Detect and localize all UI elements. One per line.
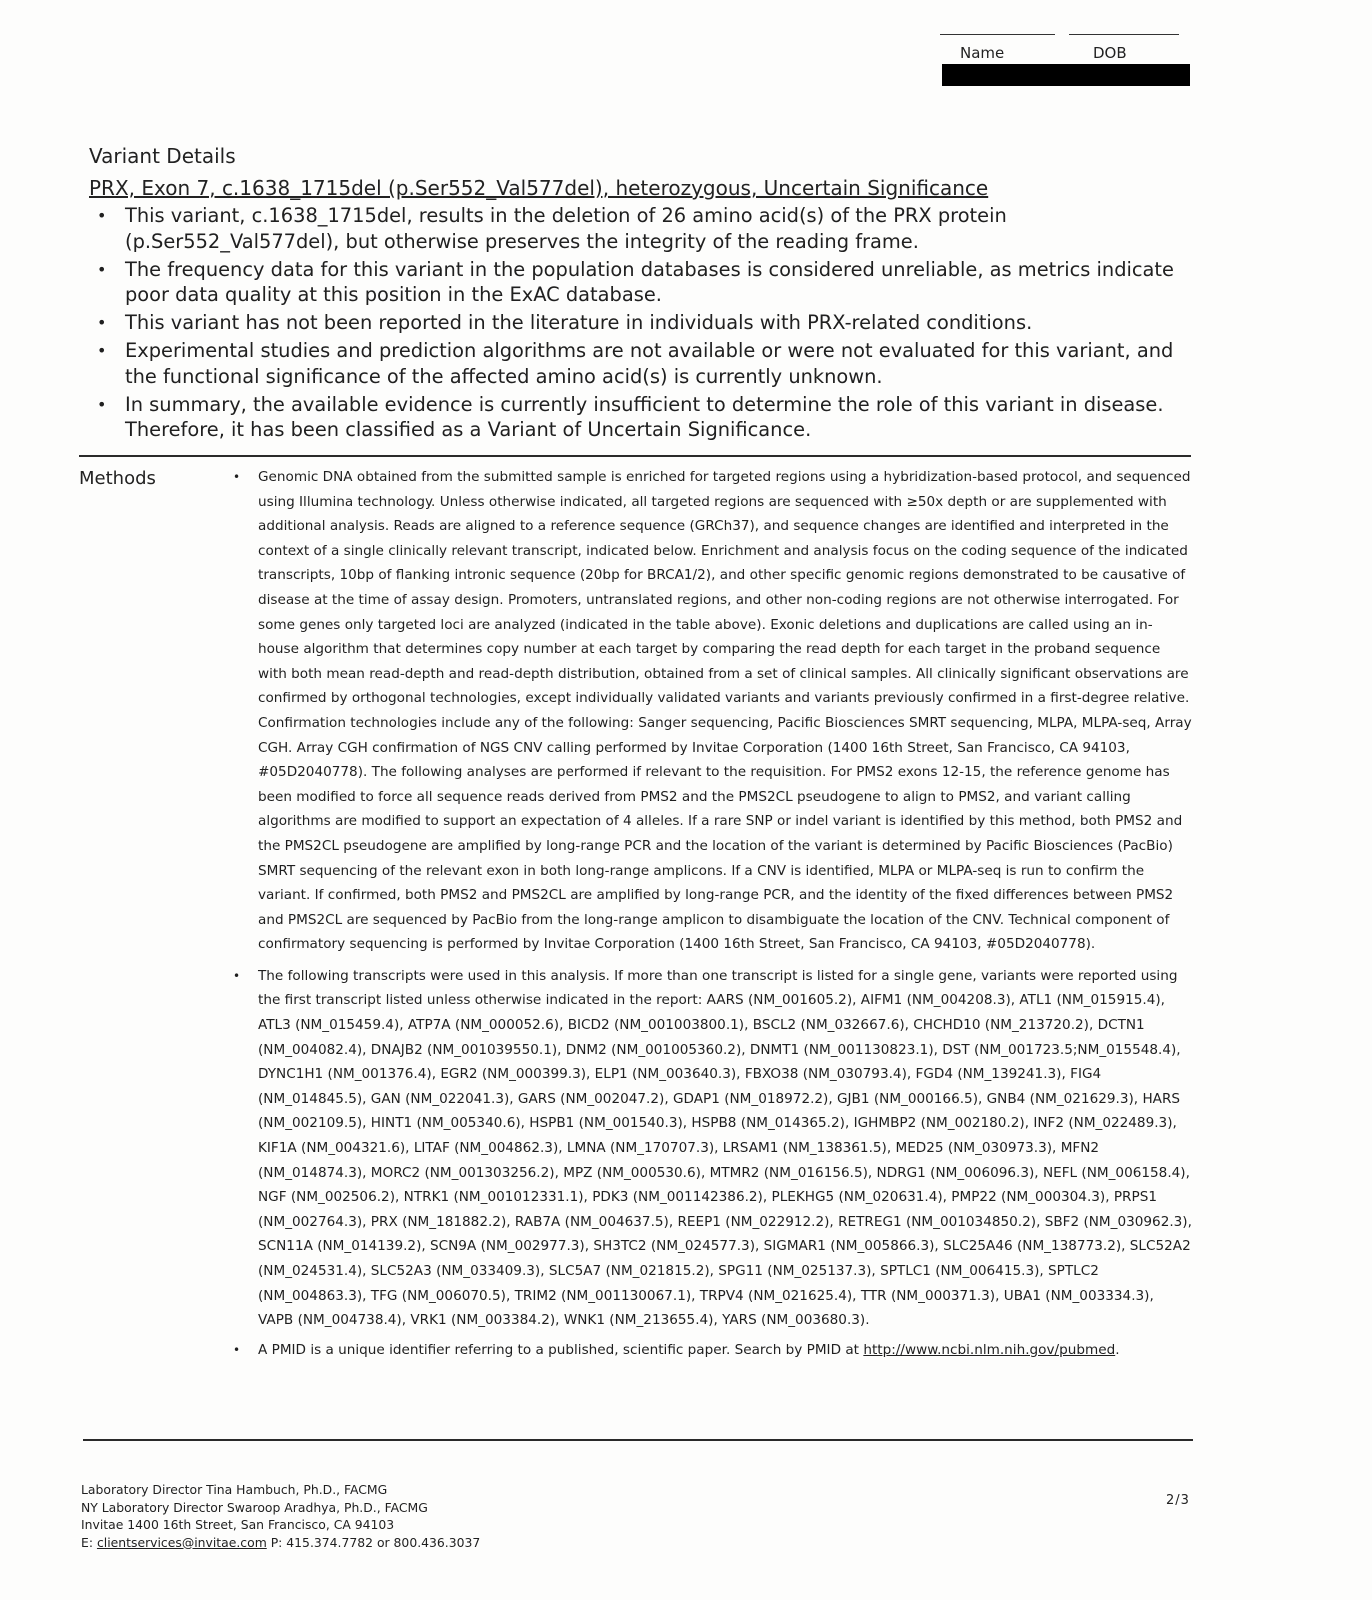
phone-numbers: P: 415.374.7782 or 800.436.3037 bbox=[266, 1534, 481, 1550]
footer-divider bbox=[83, 1439, 1193, 1441]
redaction-bar bbox=[942, 64, 1190, 86]
variant-details-title: Variant Details bbox=[89, 144, 236, 168]
name-underline bbox=[940, 34, 1055, 35]
lab-address: Invitae 1400 16th Street, San Francisco, CA 94103 bbox=[81, 1517, 395, 1532]
dob-label: DOB bbox=[1093, 44, 1127, 62]
variant-bullet-list bbox=[97, 203, 1187, 445]
lab-director: Laboratory Director Tina Hambuch, Ph.D., FACMG bbox=[81, 1482, 388, 1497]
footer-contact bbox=[81, 1481, 480, 1551]
page-number: 2/3 bbox=[1166, 1493, 1190, 1508]
methods-bullet-list bbox=[231, 465, 1193, 1369]
name-label: Name bbox=[960, 44, 1005, 62]
variant-bullet: • In summary, the available evidence is currently insufficient to determine the role of this variant in disease. Therefore, it has been classified as a Variant of Uncertain Significance. bbox=[97, 392, 1187, 443]
methods-bullet-pmid bbox=[231, 1338, 1193, 1363]
variant-bullet: • This variant, c.1638_1715del, results in the deletion of 26 amino acid(s) of the PRX protein (p.Ser552_Val577del), but otherwise preserves the integrity of the reading frame. bbox=[97, 203, 1187, 254]
pmid-end: . bbox=[1115, 1341, 1120, 1358]
methods-label: Methods bbox=[79, 468, 156, 489]
variant-heading: PRX, Exon 7, c.1638_1715del (p.Ser552_Val577del), heterozygous, Uncertain Significance bbox=[89, 176, 989, 200]
email-link[interactable]: clientservices@invitae.com bbox=[96, 1534, 267, 1550]
pubmed-link[interactable]: http://www.ncbi.nlm.nih.gov/pubmed bbox=[863, 1341, 1116, 1358]
variant-bullet: • This variant has not been reported in the literature in individuals with PRX-related conditions. bbox=[97, 310, 1187, 336]
methods-bullet: • The following transcripts were used in this analysis. If more than one transcript is listed for a single gene, variants were reported using the first transcript listed unless otherwise indicated in the report: AARS (NM_001605.2), AIFM1 (NM_004208.3), ATL1 (NM_015915.4), ATL3 (NM_015459.4), ATP7A (NM_000052.6), BICD2 (NM_001003800.1), BSCL2 (NM_032667.6), CHCHD10 (NM_213720.2), DCTN1 (NM_004082.4), DNAJB2 (NM_001039550.1), DNM2 (NM_001005360.2), DNMT1 (NM_001130823.1), DST (NM_001723.5;NM_015548.4), DYNC1H1 (NM_001376.4), EGR2 (NM_000399.3), ELP1 (NM_003640.3), FBXO38 (NM_030793.4), FGD4 (NM_139241.3), FIG4 (NM_014845.5), GAN (NM_022041.3), GARS (NM_002047.2), GDAP1 (NM_018972.2), GJB1 (NM_000166.5), GNB4 (NM_021629.3), HARS (NM_002109.5), HINT1 (NM_005340.6), HSPB1 (NM_001540.3), HSPB8 (NM_014365.2), IGHMBP2 (NM_002180.2), INF2 (NM_022489.3), KIF1A (NM_004321.6), LITAF (NM_004862.3), LMNA (NM_170707.3), LRSAM1 (NM_138361.5), MED25 (NM_030973.3), MFN2 (NM_014874.3), MORC2 (NM_001303256.2), MPZ (NM_000530.6), MTMR2 (NM_016156.5), NDRG1 (NM_006096.3), NEFL (NM_006158.4), NGF (NM_002506.2), NTRK1 (NM_001012331.1), PDK3 (NM_001142386.2), PLEKHG5 (NM_020631.4), PMP22 (NM_000304.3), PRPS1 (NM_002764.3), PRX (NM_181882.2), RAB7A (NM_004637.5), REEP1 (NM_022912.2), RETREG1 (NM_001034850.2), SBF2 (NM_030962.3), SCN11A (NM_014139.2), SCN9A (NM_002977.3), SH3TC2 (NM_024577.3), SIGMAR1 (NM_005866.3), SLC25A46 (NM_138773.2), SLC52A2 (NM_024531.4), SLC52A3 (NM_033409.3), SLC5A7 (NM_021815.2), SPG11 (NM_025137.3), SPTLC1 (NM_006415.3), SPTLC2 (NM_004863.3), TFG (NM_006070.5), TRIM2 (NM_001130067.1), TRPV4 (NM_021625.4), TTR (NM_000371.3), UBA1 (NM_003334.3), VAPB (NM_004738.4), VRK1 (NM_003384.2), WNK1 (NM_213655.4), YARS (NM_003680.3). bbox=[231, 964, 1193, 1333]
email-prefix: E: bbox=[81, 1534, 97, 1550]
section-divider bbox=[79, 455, 1191, 457]
variant-bullet: • Experimental studies and prediction algorithms are not available or were not evaluated for this variant, and the functional significance of the affected amino acid(s) is currently unknown. bbox=[97, 338, 1187, 389]
ny-lab-director: NY Laboratory Director Swaroop Aradhya, Ph.D., FACMG bbox=[81, 1499, 428, 1515]
pmid-text: A PMID is a unique identifier referring to a published, scientific paper. Search by PMID at bbox=[258, 1341, 864, 1358]
variant-bullet: • The frequency data for this variant in the population databases is considered unreliable, as metrics indicate poor data quality at this position in the ExAC database. bbox=[97, 257, 1187, 308]
contact-line bbox=[81, 1534, 480, 1552]
dob-underline bbox=[1069, 34, 1179, 35]
methods-bullet: • Genomic DNA obtained from the submitted sample is enriched for targeted regions using a hybridization-based protocol, and sequenced using Illumina technology. Unless otherwise indicated, all targeted regions are sequenced with ≥50x depth or are supplemented with additional analysis. Reads are aligned to a reference sequence (GRCh37), and sequence changes are identified and interpreted in the context of a single clinically relevant transcript, indicated below. Enrichment and analysis focus on the coding sequence of the indicated transcripts, 10bp of flanking intronic sequence (20bp for BRCA1/2), and other specific genomic regions demonstrated to be causative of disease at the time of assay design. Promoters, untranslated regions, and other non-coding regions are not otherwise interrogated. For some genes only targeted loci are analyzed (indicated in the table above). Exonic deletions and duplications are called using an in-house algorithm that determines copy number at each target by comparing the read depth for each target in the proband sequence with both mean read-depth and read-depth distribution, obtained from a set of clinical samples. All clinically significant observations are confirmed by orthogonal technologies, except individually validated variants and variants previously confirmed in a first-degree relative. Confirmation technologies include any of the following: Sanger sequencing, Pacific Biosciences SMRT sequencing, MLPA, MLPA-seq, Array CGH. Array CGH confirmation of NGS CNV calling performed by Invitae Corporation (1400 16th Street, San Francisco, CA 94103, #05D2040778). The following analyses are performed if relevant to the requisition. For PMS2 exons 12-15, the reference genome has been modified to force all sequence reads derived from PMS2 and the PMS2CL pseudogene to align to PMS2, and variant calling algorithms are modified to support an expectation of 4 alleles. If a rare SNP or indel variant is identified by this method, both PMS2 and the PMS2CL pseudogene are amplified by long-range PCR and the location of the variant is determined by Pacific Biosciences (PacBio) SMRT sequencing of the relevant exon in both long-range amplicons. If a CNV is identified, MLPA or MLPA-seq is run to confirm the variant. If confirmed, both PMS2 and PMS2CL are amplified by long-range PCR, and the identity of the fixed differences between PMS2 and PMS2CL are sequenced by PacBio from the long-range amplicon to disambiguate the location of the CNV. Technical component of confirmatory sequencing is performed by Invitae Corporation (1400 16th Street, San Francisco, CA 94103, #05D2040778). bbox=[231, 465, 1193, 957]
